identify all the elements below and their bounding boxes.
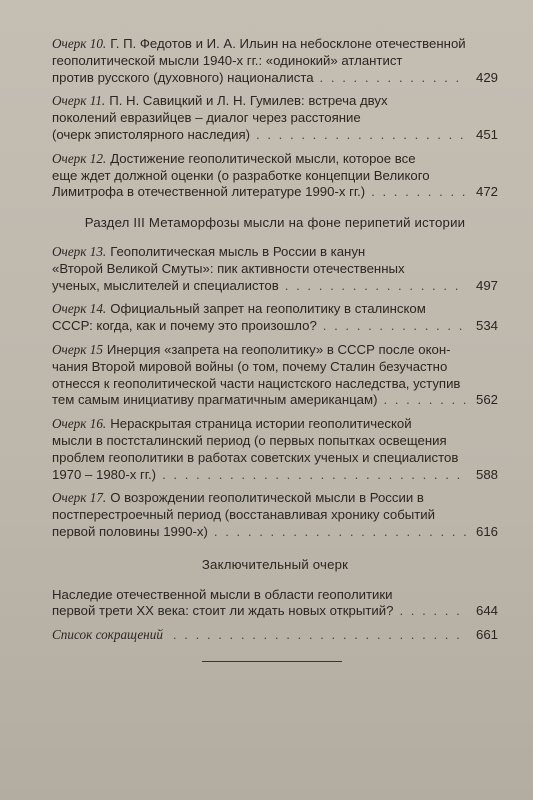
toc-entry-label: Очерк 14. bbox=[52, 301, 107, 317]
closing-rule bbox=[202, 661, 342, 662]
toc-entry bbox=[52, 301, 498, 335]
toc-entry-text: Г. П. Федотов и И. А. Ильин на небосклоне отечественной bbox=[110, 36, 466, 51]
toc-entry-text: ученых, мыслителей и специалистов bbox=[52, 277, 279, 293]
dot-leader bbox=[285, 278, 466, 295]
toc-entry-label: Очерк 16. bbox=[52, 416, 107, 432]
toc-entry-text: (очерк эпистолярного наследия) bbox=[52, 126, 251, 142]
dot-leader bbox=[320, 70, 466, 87]
toc-entry-text: против русского (духовного) националиста bbox=[52, 69, 314, 85]
toc-entry-line bbox=[52, 450, 498, 467]
toc-entry-text: мысли в постсталинский период (о первых попытках освещения bbox=[52, 432, 447, 448]
toc-entry bbox=[52, 151, 498, 201]
toc-entry-text: тем самым инициативу прагматичным американцам) bbox=[52, 392, 378, 408]
toc-entry-last-line bbox=[52, 603, 498, 620]
dot-leader bbox=[214, 524, 466, 541]
toc-part-2 bbox=[52, 36, 498, 201]
toc-entry-line bbox=[52, 244, 498, 261]
dot-leader bbox=[383, 392, 466, 409]
toc-entry-label: Очерк 17. bbox=[52, 490, 107, 506]
toc-page-number: 562 bbox=[475, 392, 498, 408]
toc-entry-text: Геополитическая мысль в России в канун bbox=[110, 243, 366, 259]
toc-page-number: 472 bbox=[475, 184, 498, 200]
toc-entry bbox=[52, 342, 498, 409]
toc-entry-text: геополитической мысли 1940-х гг.: «одинокий» атлантист bbox=[52, 52, 403, 68]
toc-entry-label: Очерк 13. bbox=[52, 243, 107, 259]
toc-entry-text: поколений евразийцев – диалог через расстояние bbox=[52, 110, 361, 126]
toc-entry-last-line bbox=[52, 467, 498, 484]
toc-entry-text: «Второй Великой Смуты»: пик активности отечественных bbox=[52, 260, 405, 276]
toc-entry bbox=[52, 93, 498, 143]
toc-entry-last-line bbox=[52, 127, 498, 144]
toc-entry-last-line bbox=[52, 184, 498, 201]
toc-entry-label: Очерк 15 bbox=[52, 341, 103, 357]
toc-conclusion bbox=[52, 587, 498, 644]
toc-entry-line bbox=[52, 151, 498, 168]
toc-part-3 bbox=[52, 244, 498, 541]
toc-entry-last-line bbox=[52, 524, 498, 541]
dot-leader bbox=[162, 467, 466, 484]
toc-entry-text: СССР: когда, как и почему это произошло? bbox=[52, 318, 317, 334]
toc-entry bbox=[52, 627, 498, 644]
toc-entry-line bbox=[52, 376, 498, 393]
toc-entry-text: Лимитрофа в отечественной литературе 1990-х гг.) bbox=[52, 184, 366, 200]
toc-entry-line bbox=[52, 342, 498, 359]
toc-entry-line bbox=[52, 261, 498, 278]
toc-page-number: 644 bbox=[475, 603, 498, 619]
toc-entry-text: 1970 – 1980-х гг.) bbox=[52, 466, 157, 482]
toc-entry-label: Список сокращений bbox=[52, 627, 163, 643]
dot-leader bbox=[399, 603, 466, 620]
toc-entry-text: еще ждет должной оценки (о разработке концепции Великого bbox=[52, 167, 430, 183]
toc-page-number: 451 bbox=[475, 126, 498, 142]
toc-entry-text: О возрождении геополитической мысли в России в bbox=[110, 490, 424, 506]
toc-entry-line bbox=[52, 490, 498, 507]
toc-entry-text: проблем геополитики в работах советских ученых и специалистов bbox=[52, 449, 459, 465]
toc-entry-line bbox=[52, 433, 498, 450]
toc-entry-line bbox=[52, 36, 498, 53]
toc-entry-last-line bbox=[52, 318, 498, 335]
toc-entry-last-line bbox=[52, 70, 498, 87]
toc-entry-line bbox=[52, 168, 498, 185]
dot-leader bbox=[173, 627, 466, 644]
section-3-heading: Раздел III Метаморфозы мысли на фоне перипетий истории bbox=[84, 215, 466, 231]
dot-leader bbox=[256, 127, 466, 144]
toc-entry-text: Достижение геополитической мысли, которое все bbox=[110, 150, 416, 166]
toc-entry bbox=[52, 587, 498, 621]
toc-entry-text: Наследие отечественной мысли в области геополитики bbox=[52, 586, 393, 602]
table-of-contents bbox=[52, 36, 498, 651]
dot-leader bbox=[371, 184, 466, 201]
toc-entry-last-line bbox=[52, 392, 498, 409]
toc-entry bbox=[52, 244, 498, 294]
toc-entry-line bbox=[52, 416, 498, 433]
toc-entry-line bbox=[52, 53, 498, 70]
toc-entry-line bbox=[52, 507, 498, 524]
toc-entry bbox=[52, 416, 498, 483]
toc-page-number: 616 bbox=[475, 523, 498, 539]
toc-entry-label: Очерк 12. bbox=[52, 150, 107, 166]
toc-entry bbox=[52, 490, 498, 540]
toc-entry-text: Официальный запрет на геополитику в сталинском bbox=[110, 301, 426, 317]
toc-entry-text: Нераскрытая страница истории геополитической bbox=[110, 416, 412, 432]
toc-entry-text: постперестроечный период (восстанавливая хронику событий bbox=[52, 507, 436, 523]
toc-page-number: 588 bbox=[475, 466, 498, 482]
toc-entry-label: Очерк 11. bbox=[52, 93, 106, 109]
toc-entry-text: Инерция «запрета на геополитику» в СССР после окон- bbox=[106, 341, 451, 357]
toc-page-number: 429 bbox=[475, 69, 498, 85]
toc-entry-text: отнесся к геополитической части нацистского наследства, уступив bbox=[52, 375, 461, 391]
toc-entry-line bbox=[52, 93, 498, 110]
toc-entry-last-line bbox=[52, 627, 498, 644]
toc-page-number: 534 bbox=[475, 318, 498, 334]
toc-entry bbox=[52, 36, 498, 86]
toc-entry-line bbox=[52, 587, 498, 604]
toc-entry-last-line bbox=[52, 278, 498, 295]
conclusion-heading: Заключительный очерк bbox=[201, 556, 349, 572]
toc-entry-label: Очерк 10. bbox=[52, 36, 107, 51]
toc-entry-line bbox=[52, 301, 498, 318]
toc-entry-text: первой половины 1990-х) bbox=[52, 523, 208, 539]
toc-page-number: 661 bbox=[475, 627, 498, 643]
toc-entry-text: П. Н. Савицкий и Л. Н. Гумилев: встреча двух bbox=[109, 93, 388, 109]
toc-entry-text: чания Второй мировой войны (о том, почему Сталин безучастно bbox=[52, 358, 448, 374]
toc-entry-line bbox=[52, 359, 498, 376]
toc-entry-text: первой трети XX века: стоит ли ждать новых открытий? bbox=[52, 603, 394, 619]
toc-entry-line bbox=[52, 110, 498, 127]
toc-page-number: 497 bbox=[475, 277, 498, 293]
dot-leader bbox=[323, 318, 466, 335]
